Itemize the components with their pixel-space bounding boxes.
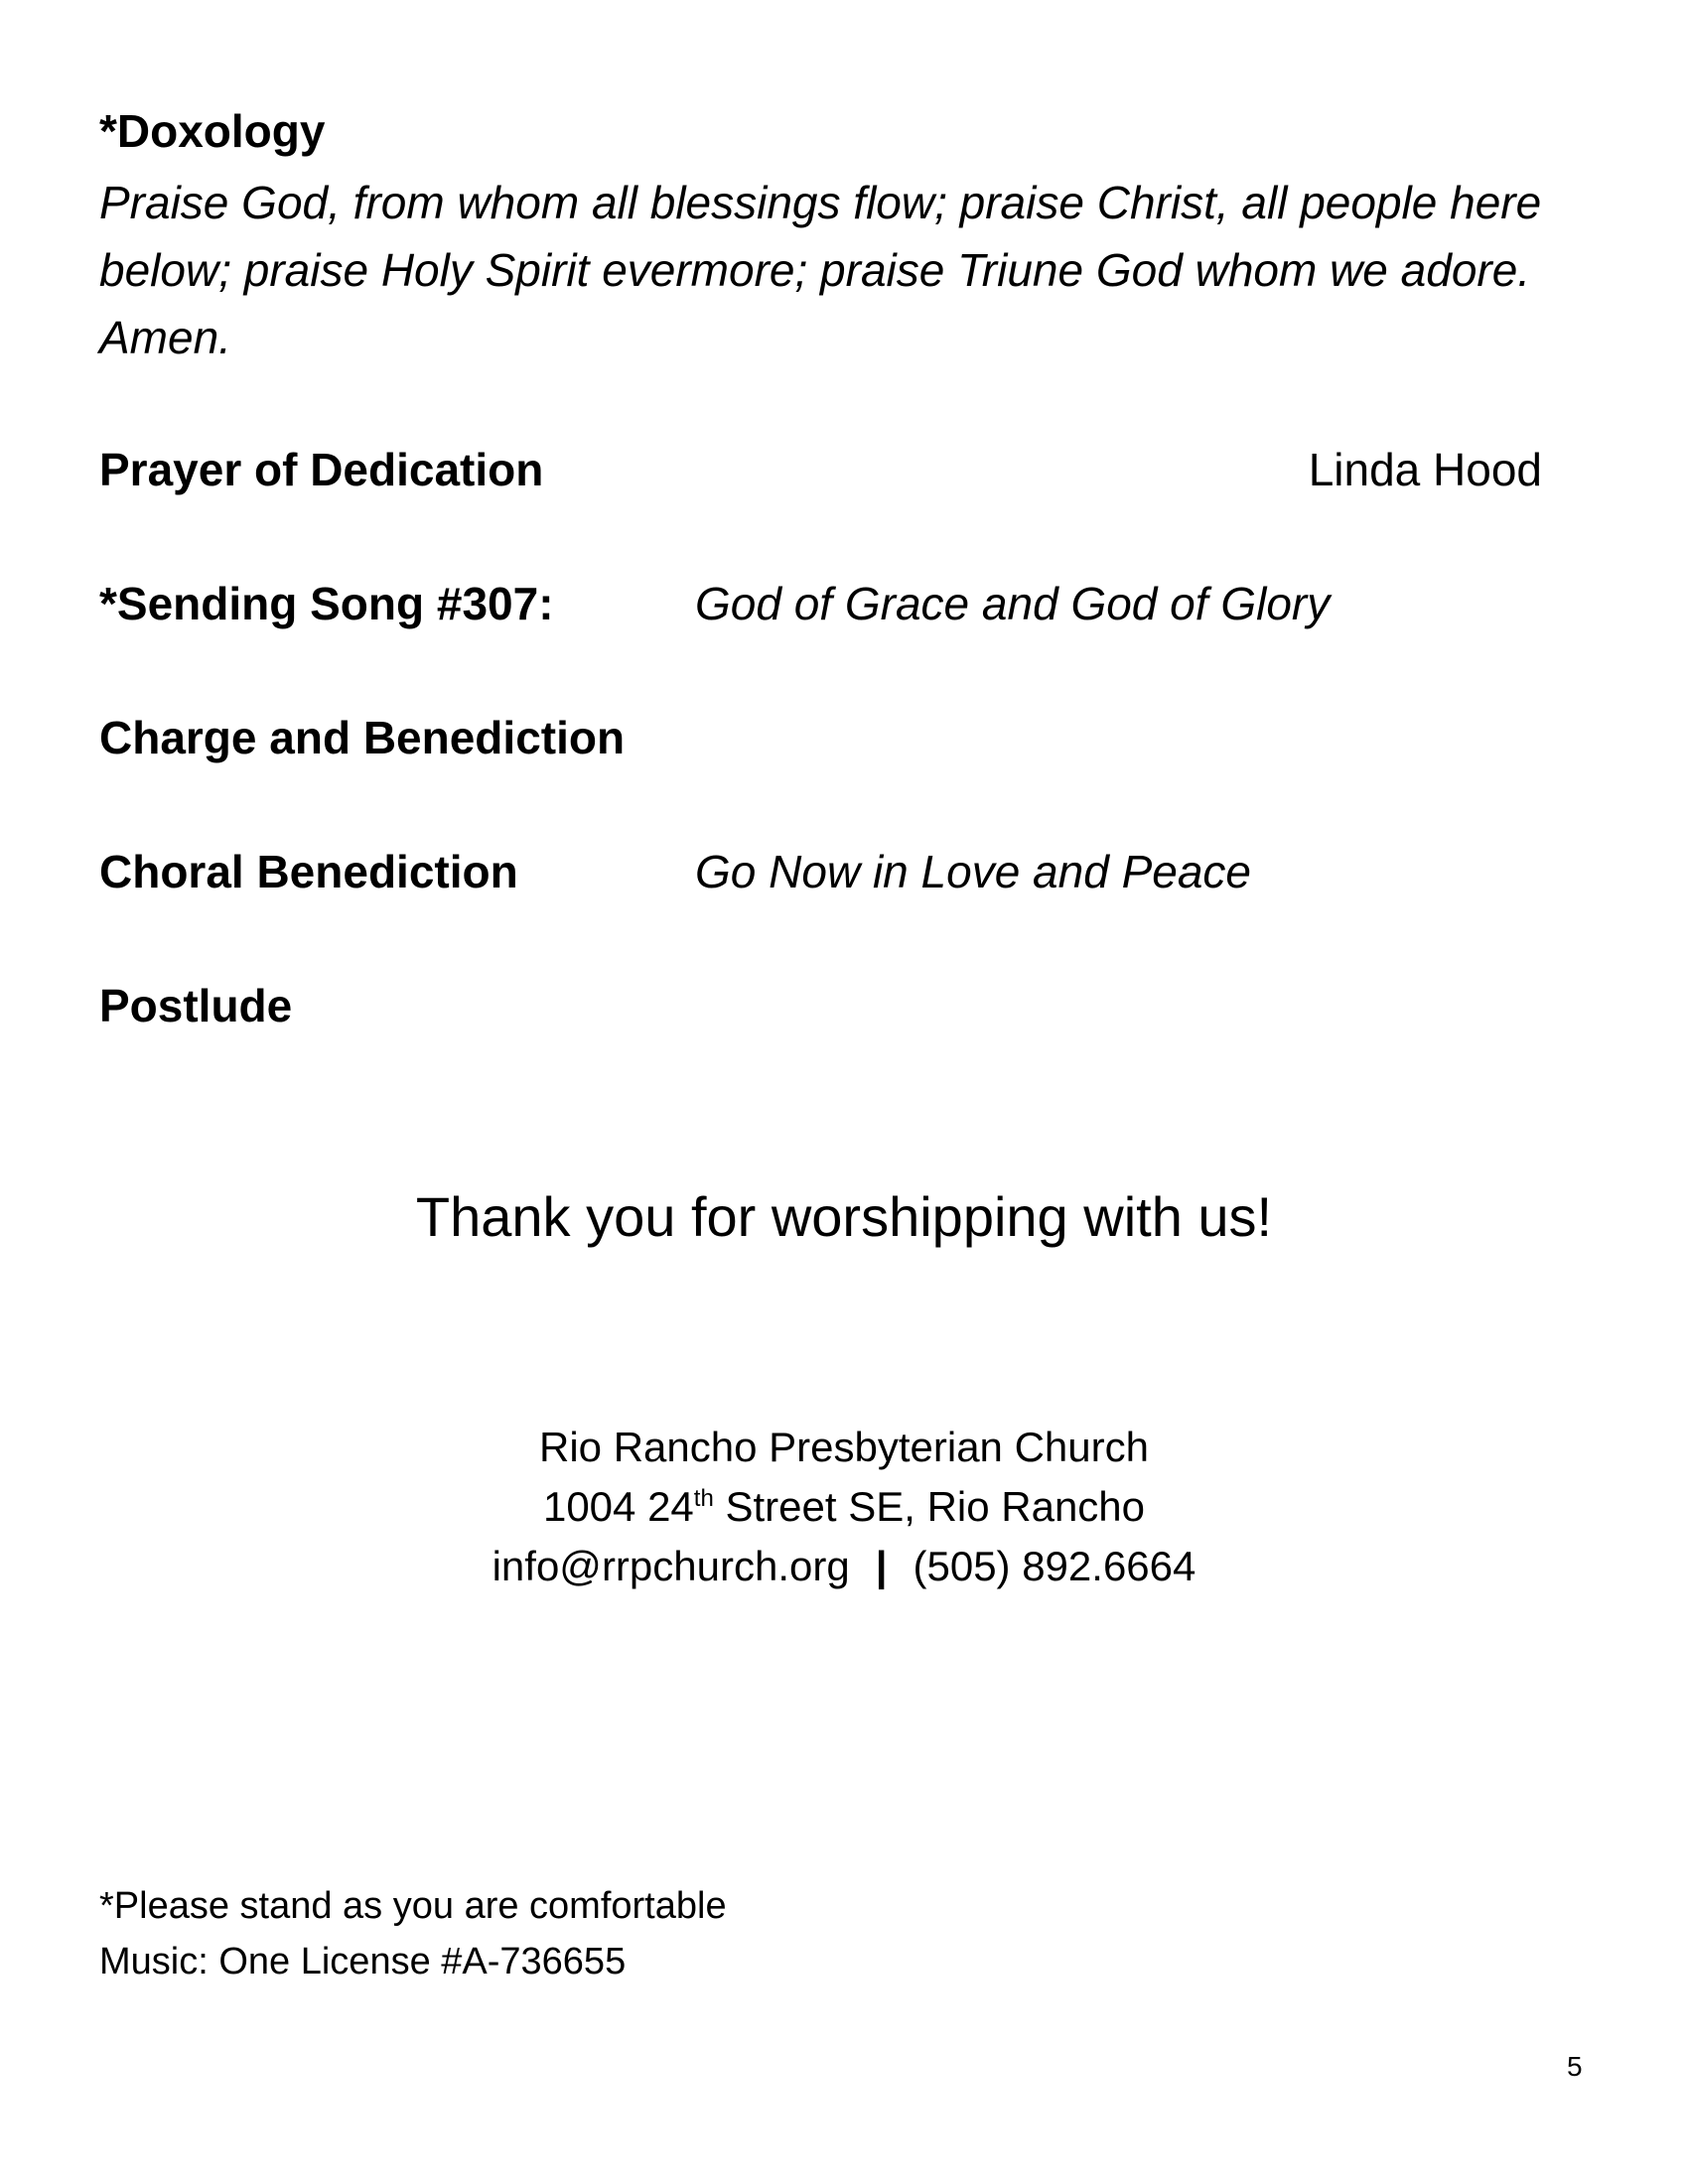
contact-separator: | [875,1543,888,1589]
church-contact [0,1537,1688,1596]
doxology-text: Praise God, from whom all blessings flow; praise Christ, all people here below; praise Holy Spirit evermore; praise Triune God whom we adore. Amen. [99,177,1542,363]
address-number: 1004 24 [542,1483,694,1530]
music-license-footnote: Music: One License #A-736655 [99,1941,627,1982]
stand-footnote: *Please stand as you are comfortable [99,1885,727,1927]
church-phone: (505) 892.6664 [913,1543,1196,1589]
church-address [0,1477,1688,1537]
thank-you-message: Thank you for worshipping with us! [415,1185,1273,1248]
postlude-label: Postlude [99,980,293,1031]
page-number: 5 [1567,2051,1583,2082]
prayer-leader-name: Linda Hood [1308,444,1542,495]
church-email: info@rrpchurch.org [492,1543,850,1589]
address-ordinal-suffix: th [693,1485,714,1512]
prayer-of-dedication-label: Prayer of Dedication [99,444,544,495]
choral-benediction-title: Go Now in Love and Peace [695,846,1252,897]
sending-song-title: God of Grace and God of Glory [695,578,1331,629]
address-street: Street SE, Rio Rancho [713,1483,1146,1530]
choral-benediction-label: Choral Benediction [99,846,518,897]
doxology-heading: *Doxology [99,105,326,157]
church-name: Rio Rancho Presbyterian Church [539,1424,1149,1470]
charge-and-benediction-label: Charge and Benediction [99,712,626,763]
sending-song-label: *Sending Song #307: [99,578,554,629]
